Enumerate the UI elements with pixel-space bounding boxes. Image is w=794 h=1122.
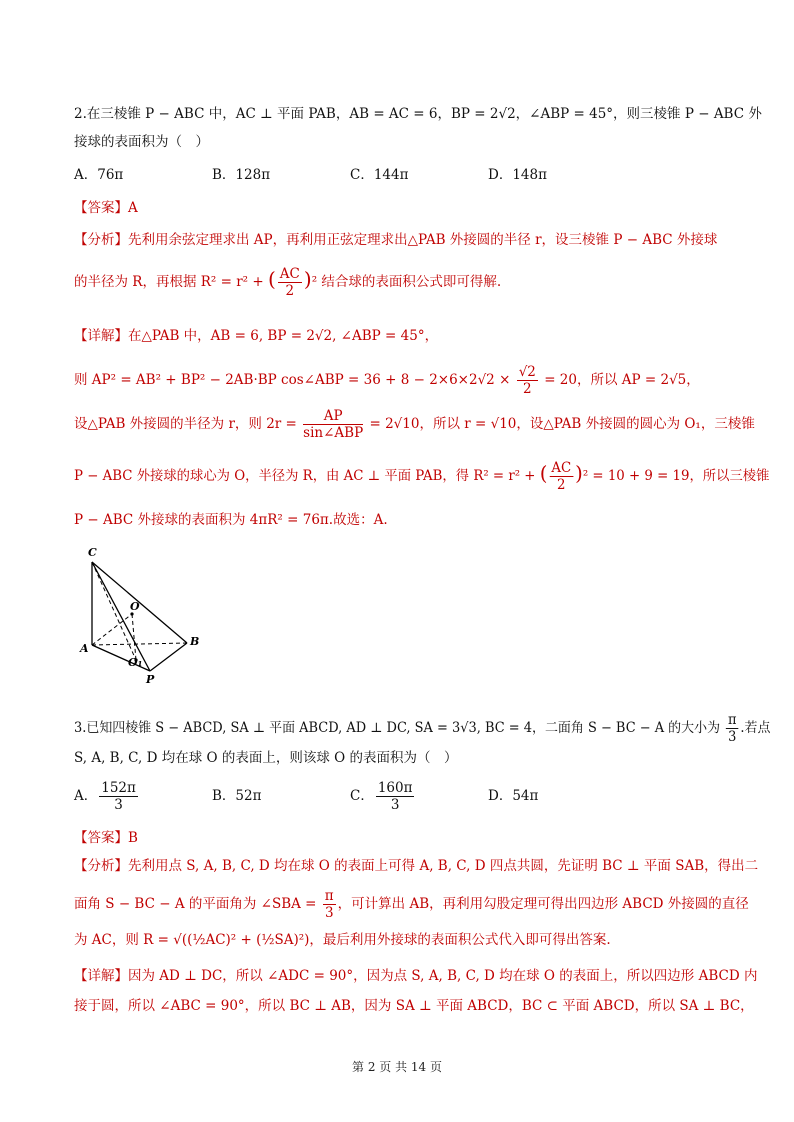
q2-detail-line1: 【详解】在△PAB 中，AB = 6, BP = 2√2, ∠ABP = 45°， [74, 328, 439, 344]
fraction-denominator: 2 [285, 283, 295, 299]
label-a: A [80, 642, 89, 655]
q2-stem-line2 [74, 132, 209, 152]
q2-detail-text3b: = 2√10，所以 r = √10，设△PAB 外接圆的圆心为 O₁，三棱锥 [369, 416, 755, 432]
q2-detail-line5: P − ABC 外接球的表面积为 4πR² = 76π.故选：A. [74, 512, 388, 528]
fraction-numerator: AP [303, 408, 363, 425]
q2-analysis-text2b: ² 结合球的表面积公式即可得解. [311, 274, 502, 290]
fraction-numerator: AC [551, 460, 572, 476]
q3-analysis-text2a: 面角 S − BC − A 的平面角为 ∠SBA = [74, 896, 317, 912]
q2-analysis-text2a: 的半径为 R，再根据 R² = r² + [74, 274, 264, 290]
q3-analysis-line2 [74, 888, 749, 921]
q3-stem-line2: S, A, B, C, D 均在球 O 的表面上，则该球 O 的表面积为（ ） [74, 750, 458, 766]
edge-pb [150, 643, 187, 671]
q3-analysis-fraction [323, 888, 336, 921]
q2-stem-text1: 2.在三棱锥 P − ABC 中，AC ⊥ 平面 PAB，AB = AC = 6，BP = 2√2，∠ABP = 45°，则三棱锥 P − ABC 外 [74, 106, 762, 122]
q2-analysis-fraction [278, 266, 302, 299]
q2-detail-fraction1 [517, 364, 538, 397]
q3-analysis-line1: 【分析】先利用点 S, A, B, C, D 均在球 O 的表面上可得 A, B, C, D 四点共圆，先证明 BC ⊥ 平面 SAB，得出二 [74, 858, 759, 874]
q3-option-a [74, 780, 212, 813]
q2-stem-line1 [74, 104, 762, 124]
q3-stem-text1b: .若点 [740, 720, 771, 736]
q2-detail-text2b: = 20，所以 AP = 2√5， [544, 372, 700, 388]
q2-option-d: D．148π [488, 167, 547, 183]
q3-option-a-prefix: A． [74, 788, 98, 804]
q3-option-c [350, 780, 488, 813]
fraction-denominator: 3 [728, 729, 737, 745]
fraction-denominator: 2 [557, 477, 566, 493]
fraction-numerator: 160π [377, 780, 413, 796]
q3-answer: 【答案】B [74, 830, 138, 846]
label-b: B [190, 635, 200, 648]
fraction-numerator: π [728, 712, 737, 728]
q2-option-a: A．76π [74, 167, 124, 183]
fraction-numerator: 152π [101, 780, 136, 796]
q2-options [74, 165, 547, 185]
q2-detail-fraction2 [303, 408, 363, 441]
q2-detail-text2a: 则 AP² = AB² + BP² − 2AB·BP cos∠ABP = 36 + 8 − 2×6×2√2 × [74, 372, 511, 388]
q3-option-d: D．54π [488, 788, 539, 804]
q2-detail-text4b: ² = 10 + 9 = 19，所以三棱锥 [582, 468, 770, 484]
q2-analysis-line1: 【分析】先利用余弦定理求出 AP，再利用正弦定理求出△PAB 外接圆的半径 r，设三棱锥 P − ABC 外接球 [74, 232, 718, 248]
label-p: P [146, 673, 155, 686]
q2-detail-text4a: P − ABC 外接球的球心为 O，半径为 R，由 AC ⊥ 平面 PAB，得 R² = r² + [74, 468, 536, 484]
q3-option-c-prefix: C． [350, 788, 374, 804]
q2-stem-text2: 接球的表面积为（ ） [74, 134, 209, 150]
fraction-denominator: 3 [390, 797, 400, 813]
page-footer: 第 2 页 共 14 页 [352, 1060, 442, 1074]
q3-detail-line2: 接于圆，所以 ∠ABC = 90°，所以 BC ⊥ AB，因为 SA ⊥ 平面 ABCD，BC ⊂ 平面 ABCD，所以 SA ⊥ BC， [74, 998, 754, 1014]
q3-stem-text1a: 3.已知四棱锥 S − ABCD, SA ⊥ 平面 ABCD, AD ⊥ DC, SA = 3√3, BC = 4，二面角 S − BC − A 的大小为 [74, 720, 721, 736]
q2-detail-line3 [74, 408, 755, 441]
fraction-denominator: 3 [114, 797, 123, 813]
label-c: C [88, 546, 97, 559]
label-o1: O₁ [128, 656, 143, 669]
q3-analysis-text2b: ，可计算出 AB，再利用勾股定理可得出四边形 ABCD 外接圆的直径 [337, 896, 749, 912]
label-o: O [130, 600, 140, 613]
q2-detail-line4: P − ABC 外接球的球心为 O，半径为 R，由 AC ⊥ 平面 PAB，得 R² = r² + ( $\frac{AC}{2}$ )² = 10 + 9 = 19，所以三棱锥 [74, 460, 770, 493]
fraction-numerator: π [324, 888, 334, 904]
edge-ab-hidden [92, 643, 187, 645]
q2-detail-fraction3 [549, 460, 573, 493]
fraction-denominator: 3 [324, 905, 334, 921]
q3-detail-line1: 【详解】因为 AD ⊥ DC，所以 ∠ADC = 90°，因为点 S, A, B, C, D 均在球 O 的表面上，所以四边形 ABCD 内 [74, 968, 758, 984]
q2-option-b: B．128π [212, 167, 271, 183]
q3-option-b: B．52π [212, 788, 262, 804]
edge-ao-hidden [92, 614, 132, 645]
q2-option-c: C．144π [350, 167, 409, 183]
q2-analysis-line2: 的半径为 R，再根据 R² = r² + ( $\frac{AC}{2}$ )² 结合球的表面积公式即可得解. [74, 266, 502, 299]
fraction-numerator: AC [279, 266, 300, 282]
q2-detail-line2 [74, 364, 700, 397]
fraction-numerator: √2 [518, 364, 536, 380]
q2-answer: 【答案】A [74, 200, 138, 216]
pyramid-figure [78, 542, 218, 687]
q3-options [74, 780, 538, 813]
q2-detail-text3a: 设△PAB 外接圆的半径为 r，则 2r = [74, 416, 297, 432]
q3-analysis-line3: 为 AC，则 R = √((½AC)² + (½SA)²)，最后利用外接球的表面积公式代入即可得出答案. [74, 932, 611, 948]
q3-stem-fraction [726, 712, 738, 745]
edge-cp [92, 562, 150, 671]
fraction-denominator: sin∠ABP [303, 425, 364, 441]
q3-stem-line1 [74, 712, 770, 745]
fraction-denominator: 2 [522, 381, 532, 397]
